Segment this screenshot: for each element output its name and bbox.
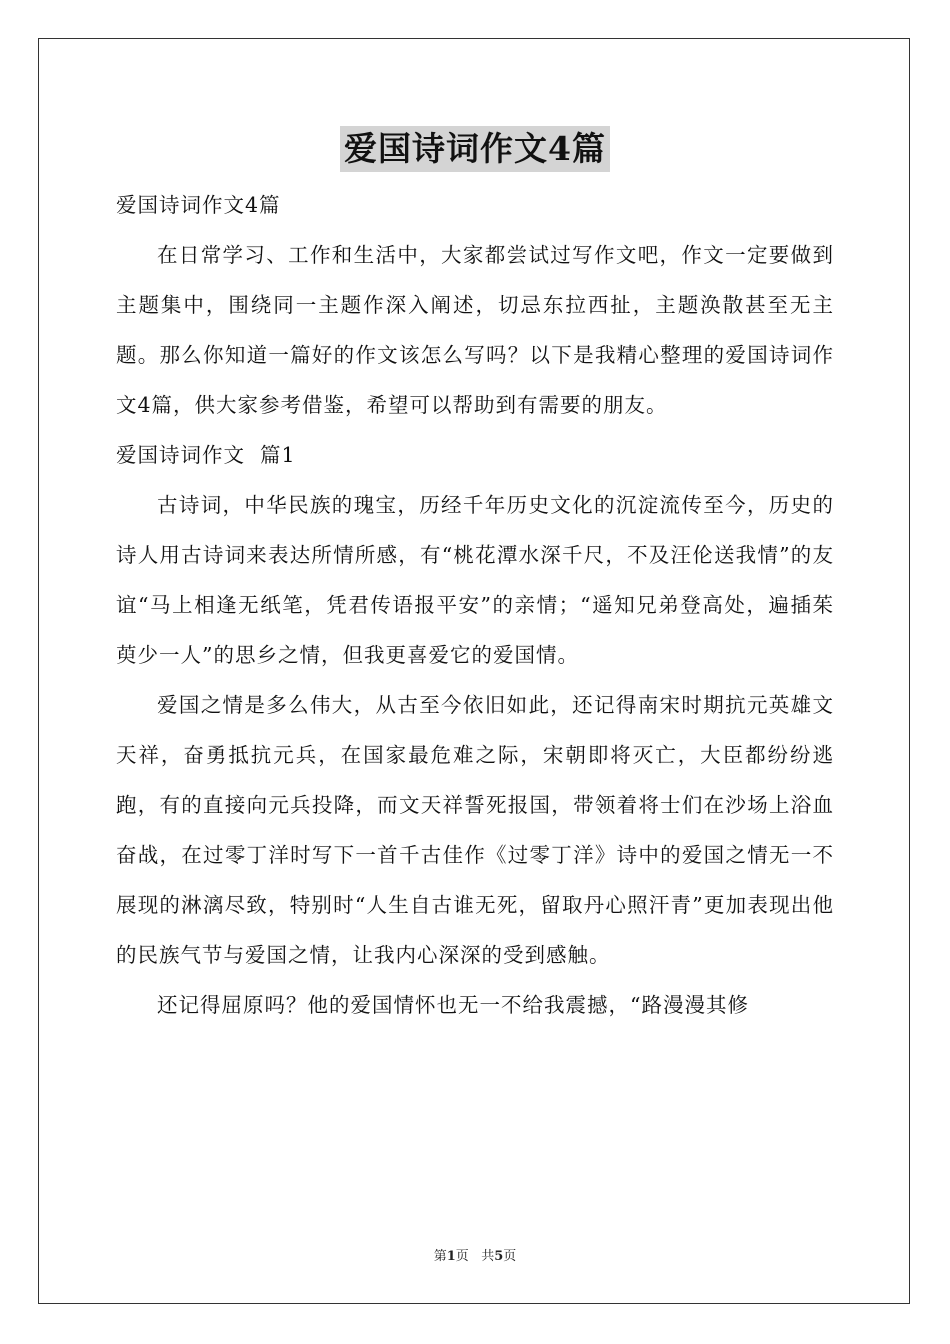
subtitle: 爱国诗词作文4篇 xyxy=(116,193,281,217)
intro-paragraph: 在日常学习、工作和生活中，大家都尝试过写作文吧，作文一定要做到主题集中，围绕同一主题作深入阐述，切忌东拉西扯，主题涣散甚至无主题。那么你知道一篇好的作文该怎么写吗？以下是我精心整理的爱国诗词作文4篇，供大家参考借鉴，希望可以帮助到有需要的朋友。 xyxy=(116,243,834,417)
section-heading: 爱国诗词作文 篇1 xyxy=(116,443,296,467)
footer-page-suffix: 页 xyxy=(455,1249,469,1264)
paragraph-2: 爱国之情是多么伟大，从古至今依旧如此，还记得南宋时期抗元英雄文天祥，奋勇抵抗元兵，在国家最危难之际，宋朝即将灭亡，大臣都纷纷逃跑，有的直接向元兵投降，而文天祥誓死报国，带领着将士们在沙场上浴血奋战，在过零丁洋时写下一首千古佳作《过零丁洋》诗中的爱国之情无一不展现的淋漓尽致，特别时“人生自古谁无死，留取丹心照汗青”更加表现出他的民族气节与爱国之情，让我内心深深的受到感触。 xyxy=(116,693,834,967)
document-body xyxy=(116,180,834,1030)
paragraph-1: 古诗词，中华民族的瑰宝，历经千年历史文化的沉淀流传至今，历史的诗人用古诗词来表达所情所感，有“桃花潭水深千尺，不及汪伦送我情”的友谊“马上相逢无纸笔，凭君传语报平安”的亲情；“遥知兄弟登高处，遍插茱萸少一人”的思乡之情，但我更喜爱它的爱国情。 xyxy=(116,493,834,667)
paragraph-3: 还记得屈原吗？他的爱国情怀也无一不给我震撼，“路漫漫其修 xyxy=(157,993,749,1017)
footer-total-number: 5 xyxy=(494,1249,504,1264)
page-footer xyxy=(0,1245,950,1264)
footer-total-prefix: 共 xyxy=(481,1249,495,1264)
footer-page-prefix: 第 xyxy=(433,1249,447,1264)
title-wrap xyxy=(0,126,950,172)
footer-page-number: 1 xyxy=(446,1249,456,1264)
footer-total-suffix: 页 xyxy=(503,1249,517,1264)
document-title: 爱国诗词作文4篇 xyxy=(340,126,610,172)
